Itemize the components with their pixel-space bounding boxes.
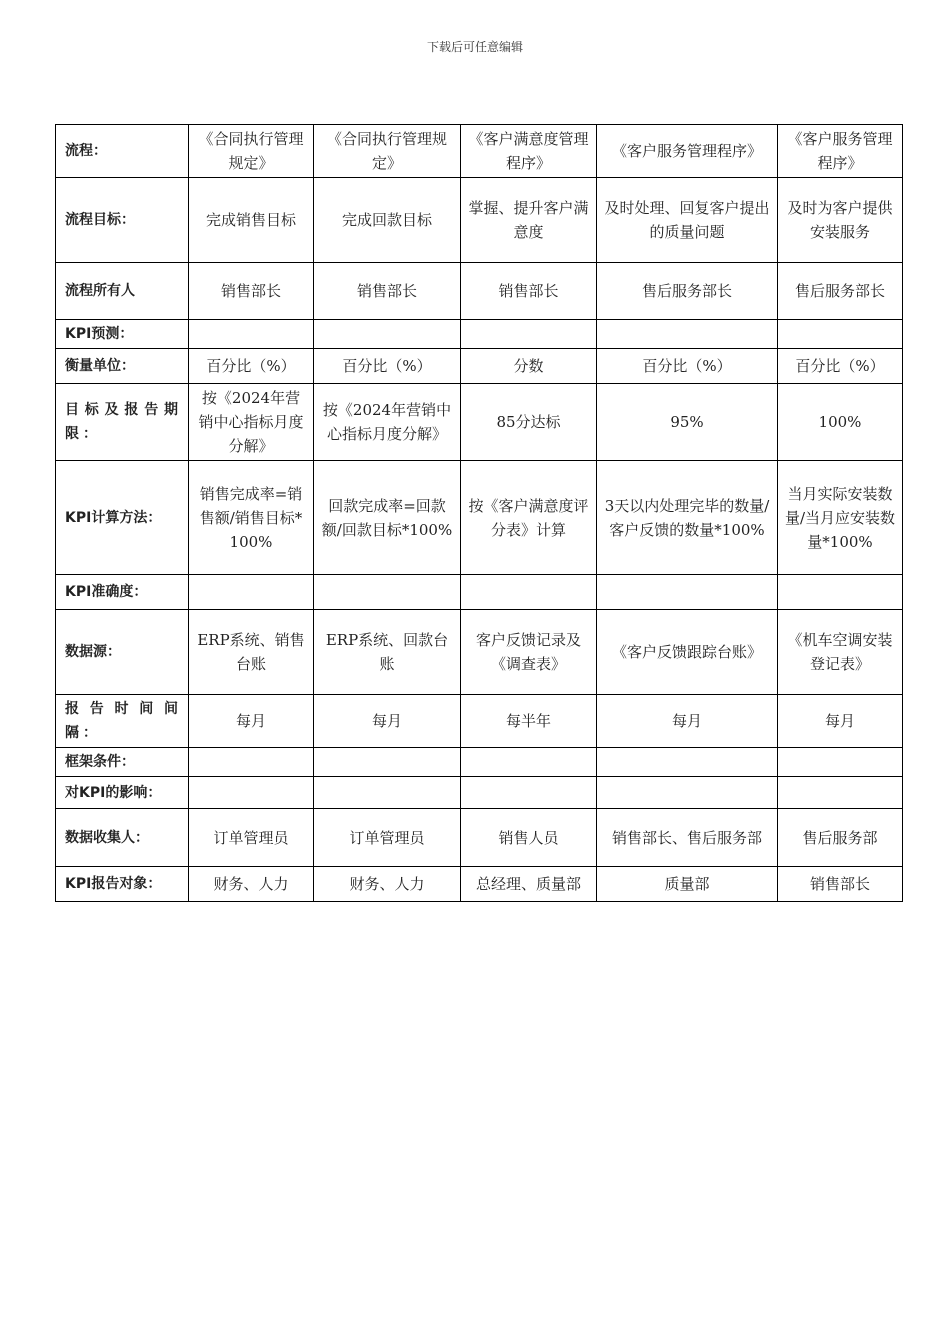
table-cell: 《合同执行管理规定》: [189, 125, 314, 178]
table-cell: 销售完成率=销售额/销售目标*100%: [189, 461, 314, 575]
table-row: [56, 384, 903, 461]
table-row: [56, 178, 903, 263]
table-cell: 及时为客户提供安装服务: [778, 178, 903, 263]
table-cell: 每月: [778, 695, 903, 748]
table-cell: 95%: [597, 384, 778, 461]
table-cell: 《客户服务管理程序》: [778, 125, 903, 178]
table-cell: 销售部长: [778, 867, 903, 902]
row-label: KPI报告对象：: [56, 867, 189, 902]
row-label: KPI计算方法：: [56, 461, 189, 575]
row-label: 目标及报告期限：: [56, 384, 189, 461]
table-cell: 每半年: [461, 695, 597, 748]
table-cell: [597, 320, 778, 349]
table-cell: [597, 777, 778, 809]
table-row: [56, 125, 903, 178]
table-cell: 订单管理员: [189, 809, 314, 867]
table-cell: 完成回款目标: [314, 178, 461, 263]
table-row: [56, 575, 903, 610]
table-row: [56, 320, 903, 349]
table-cell: 售后服务部长: [778, 263, 903, 320]
table-row: [56, 748, 903, 777]
page-header: 下载后可任意编辑: [426, 40, 523, 54]
table-cell: 订单管理员: [314, 809, 461, 867]
table-cell: [314, 777, 461, 809]
table-cell: 《客户反馈跟踪台账》: [597, 610, 778, 695]
row-label: 流程：: [56, 125, 189, 178]
table-cell: 百分比（%）: [597, 349, 778, 384]
table-cell: 100%: [778, 384, 903, 461]
table-cell: 分数: [461, 349, 597, 384]
table-cell: 85分达标: [461, 384, 597, 461]
table-cell: 每月: [597, 695, 778, 748]
row-label: 数据源：: [56, 610, 189, 695]
table-cell: 销售部长: [461, 263, 597, 320]
table-cell: 《机车空调安装登记表》: [778, 610, 903, 695]
table-cell: [778, 320, 903, 349]
table-cell: [314, 748, 461, 777]
row-label: 流程目标：: [56, 178, 189, 263]
table-cell: 每月: [189, 695, 314, 748]
table-cell: 回款完成率=回款额/回款目标*100%: [314, 461, 461, 575]
table-cell: 客户反馈记录及《调查表》: [461, 610, 597, 695]
table-row: [56, 461, 903, 575]
table-cell: [461, 320, 597, 349]
table-cell: 百分比（%）: [314, 349, 461, 384]
table-cell: [314, 320, 461, 349]
table-cell: 完成销售目标: [189, 178, 314, 263]
table-cell: 财务、人力: [189, 867, 314, 902]
table-cell: 总经理、质量部: [461, 867, 597, 902]
kpi-table: [55, 124, 903, 902]
table-row: [56, 695, 903, 748]
table-cell: 销售部长、售后服务部: [597, 809, 778, 867]
table-cell: [461, 777, 597, 809]
table-cell: [597, 748, 778, 777]
table-cell: [189, 777, 314, 809]
table-cell: 质量部: [597, 867, 778, 902]
table-cell: 《客户服务管理程序》: [597, 125, 778, 178]
table-cell: 每月: [314, 695, 461, 748]
table-cell: 掌握、提升客户满意度: [461, 178, 597, 263]
table-row: [56, 610, 903, 695]
table-cell: 百分比（%）: [189, 349, 314, 384]
row-label: 对KPI的影响：: [56, 777, 189, 809]
table-cell: 销售部长: [189, 263, 314, 320]
table-cell: 销售人员: [461, 809, 597, 867]
table-row: [56, 777, 903, 809]
table-cell: [778, 777, 903, 809]
table-cell: 售后服务部: [778, 809, 903, 867]
table-cell: 按《2024年营销中心指标月度分解》: [189, 384, 314, 461]
table-cell: 按《客户满意度评分表》计算: [461, 461, 597, 575]
table-row: [56, 263, 903, 320]
table-row: [56, 867, 903, 902]
table-cell: [189, 575, 314, 610]
table-cell: 售后服务部长: [597, 263, 778, 320]
table-cell: 《合同执行管理规定》: [314, 125, 461, 178]
table-cell: [778, 748, 903, 777]
table-cell: [189, 320, 314, 349]
row-label: 框架条件：: [56, 748, 189, 777]
table-cell: 销售部长: [314, 263, 461, 320]
table-cell: 当月实际安装数量/当月应安装数量*100%: [778, 461, 903, 575]
table-row: [56, 809, 903, 867]
row-label: 数据收集人：: [56, 809, 189, 867]
table-cell: [461, 748, 597, 777]
table-cell: ERP系统、回款台账: [314, 610, 461, 695]
row-label: 衡量单位：: [56, 349, 189, 384]
table-cell: 财务、人力: [314, 867, 461, 902]
table-cell: [189, 748, 314, 777]
table-cell: [778, 575, 903, 610]
table-cell: 百分比（%）: [778, 349, 903, 384]
table-cell: ERP系统、销售台账: [189, 610, 314, 695]
table-cell: 3天以内处理完毕的数量/客户反馈的数量*100%: [597, 461, 778, 575]
table-cell: [314, 575, 461, 610]
table-cell: [461, 575, 597, 610]
table-cell: [597, 575, 778, 610]
row-label: 流程所有人: [56, 263, 189, 320]
table-row: [56, 349, 903, 384]
table-cell: 《客户满意度管理程序》: [461, 125, 597, 178]
row-label: KPI预测：: [56, 320, 189, 349]
row-label: 报告时间间隔：: [56, 695, 189, 748]
row-label: KPI准确度：: [56, 575, 189, 610]
table-cell: 按《2024年营销中心指标月度分解》: [314, 384, 461, 461]
table-cell: 及时处理、回复客户提出的质量问题: [597, 178, 778, 263]
